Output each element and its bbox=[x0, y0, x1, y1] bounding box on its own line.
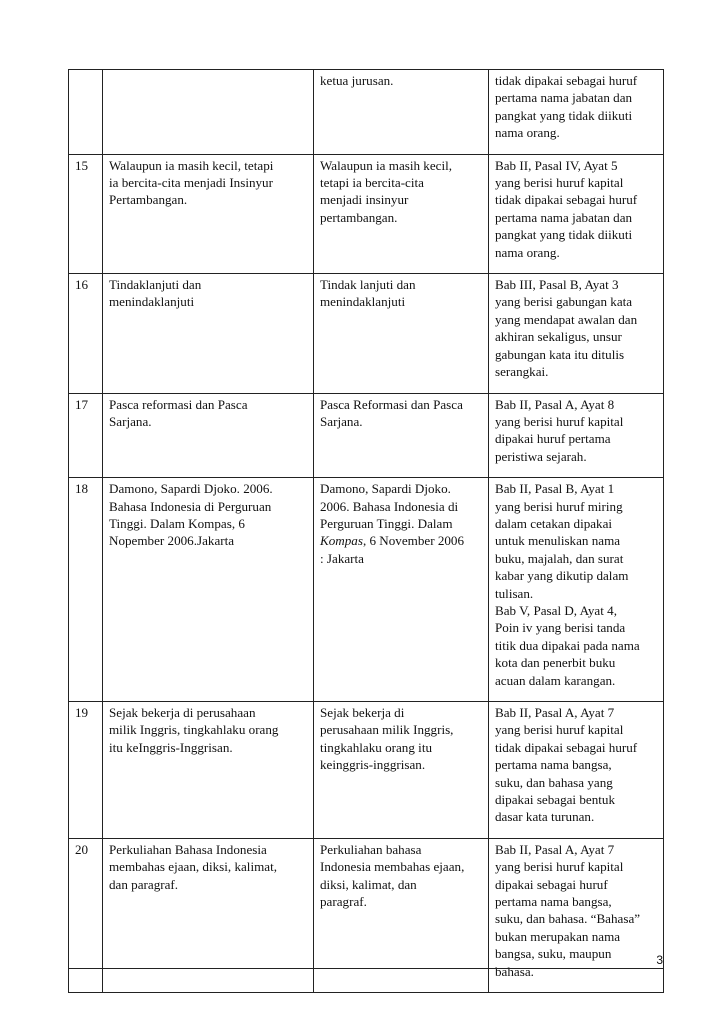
text-line: Sejak bekerja di perusahaan bbox=[109, 705, 256, 720]
text-line: Bab II, Pasal A, Ayat 7 bbox=[495, 841, 615, 857]
text-line: kabar yang dikutip dalam bbox=[495, 568, 629, 584]
text-line: acuan dalam karangan. bbox=[495, 672, 616, 688]
text-line: suku, dan bahasa yang bbox=[495, 774, 613, 790]
text-line: Walaupun ia masih kecil, tetapi bbox=[109, 157, 274, 173]
rule-explanation-cell bbox=[489, 154, 664, 273]
text-line: peristiwa sejarah. bbox=[495, 448, 587, 464]
text-line: titik dua dipakai pada nama bbox=[495, 637, 640, 653]
text-line: paragraf. bbox=[320, 894, 367, 910]
text-line: Kompas, 6 November 2006 bbox=[320, 533, 465, 549]
text-line: Bab II, Pasal IV, Ayat 5 bbox=[495, 157, 618, 173]
text-line: yang berisi huruf kapital bbox=[495, 859, 624, 875]
row-number-cell: 18 bbox=[69, 478, 103, 702]
text-line: : Jakarta bbox=[320, 550, 364, 566]
row-number-cell: 20 bbox=[69, 838, 103, 992]
text-line: Bab II, Pasal A, Ayat 8 bbox=[495, 396, 615, 412]
incorrect-text-cell bbox=[103, 393, 314, 478]
text-line: 2006. Bahasa Indonesia di bbox=[320, 498, 459, 514]
text-line: tingkahlaku orang itu bbox=[320, 739, 433, 755]
text-line: kota dan penerbit buku bbox=[495, 655, 616, 671]
text-line: Tinggi. Dalam Kompas, 6 bbox=[109, 515, 245, 531]
table-row bbox=[69, 70, 664, 155]
text-line: Sarjana. bbox=[109, 413, 152, 429]
text-line: Bab III, Pasal B, Ayat 3 bbox=[495, 277, 619, 293]
text-line: membahas ejaan, diksi, kalimat, bbox=[109, 859, 277, 875]
rule-explanation-cell bbox=[489, 393, 664, 478]
text-line: Sejak bekerja di bbox=[320, 705, 405, 720]
text-line: bangsa, suku, maupun bbox=[495, 946, 612, 962]
text-line: dan paragraf. bbox=[109, 876, 179, 892]
text-line: Perkuliahan bahasa bbox=[320, 841, 422, 857]
table-row bbox=[69, 154, 664, 273]
incorrect-text-cell bbox=[103, 154, 314, 273]
corrected-text-cell bbox=[314, 702, 489, 839]
text-line: pangkat yang tidak diikuti bbox=[495, 107, 633, 123]
incorrect-text-cell bbox=[103, 702, 314, 839]
table-row bbox=[69, 393, 664, 478]
text-line: bukan merupakan nama bbox=[495, 928, 621, 944]
text-line: pertambangan. bbox=[320, 209, 398, 225]
text-line: yang berisi huruf kapital bbox=[495, 413, 624, 429]
text-line: dipakai huruf pertama bbox=[495, 431, 611, 447]
text-line: pertama nama jabatan dan bbox=[495, 90, 633, 106]
incorrect-text-cell bbox=[103, 70, 314, 155]
rule-explanation-cell bbox=[489, 702, 664, 839]
text-line: Pasca Reformasi dan Pasca bbox=[320, 396, 463, 412]
text-line: serangkai. bbox=[495, 364, 549, 380]
page-number: 3 bbox=[656, 953, 663, 967]
text-line: tidak dipakai sebagai huruf bbox=[495, 192, 638, 208]
text-line: yang berisi huruf kapital bbox=[495, 722, 624, 738]
text-line: yang mendapat awalan dan bbox=[495, 311, 638, 327]
text-line: Tindak lanjuti dan bbox=[320, 277, 416, 293]
table-row bbox=[69, 478, 664, 702]
incorrect-text-cell bbox=[103, 838, 314, 992]
corrected-text-cell bbox=[314, 154, 489, 273]
text-line: tulisan. bbox=[495, 585, 534, 601]
text-line: dasar kata turunan. bbox=[495, 809, 595, 825]
corrected-text-cell bbox=[314, 478, 489, 702]
text-line: pertama nama jabatan dan bbox=[495, 209, 633, 225]
text-line: menjadi insinyur bbox=[320, 192, 409, 208]
corrected-text-cell bbox=[314, 274, 489, 393]
table-row bbox=[69, 274, 664, 393]
text-line: dalam cetakan dipakai bbox=[495, 515, 613, 531]
italic-title: Kompas bbox=[320, 533, 363, 549]
corrected-text-cell bbox=[314, 70, 489, 155]
rule-explanation-cell bbox=[489, 838, 664, 992]
text-line: Poin iv yang berisi tanda bbox=[495, 620, 626, 636]
text-line: bahasa. bbox=[495, 963, 534, 979]
text-line: pangkat yang tidak diikuti bbox=[495, 227, 633, 243]
text-line: gabungan kata itu ditulis bbox=[495, 346, 625, 362]
row-number-cell: 15 bbox=[69, 154, 103, 273]
text-line: yang berisi huruf miring bbox=[495, 498, 623, 514]
text-line: suku, dan bahasa. “Bahasa” bbox=[495, 911, 641, 927]
row-number-cell: 17 bbox=[69, 393, 103, 478]
rule-explanation-cell bbox=[489, 274, 664, 393]
text-line: Pertambangan. bbox=[109, 192, 188, 208]
text-line: ia bercita-cita menjadi Insinyur bbox=[109, 175, 273, 191]
text-line: Bahasa Indonesia di Perguruan bbox=[109, 498, 272, 514]
text-line: nama orang. bbox=[495, 125, 560, 141]
rule-explanation-cell bbox=[489, 70, 664, 155]
text-line: yang berisi gabungan kata bbox=[495, 294, 633, 310]
text-line: tidak dipakai sebagai huruf bbox=[495, 739, 638, 755]
corrected-text-cell bbox=[314, 393, 489, 478]
text-line: milik Inggris, tingkahlaku orang bbox=[109, 722, 279, 738]
text-line: Indonesia membahas ejaan, bbox=[320, 859, 465, 875]
text-line: menindaklanjuti bbox=[109, 294, 195, 310]
text-line: Perguruan Tinggi. Dalam bbox=[320, 515, 453, 531]
text-line: perusahaan milik Inggris, bbox=[320, 722, 454, 738]
text-line: ketua jurusan. bbox=[320, 73, 394, 88]
text-line: Bab V, Pasal D, Ayat 4, bbox=[495, 602, 617, 618]
text-line: itu keInggris-Inggrisan. bbox=[109, 739, 233, 755]
text-line: Sarjana. bbox=[320, 413, 363, 429]
text-line: diksi, kalimat, dan bbox=[320, 876, 417, 892]
text-line: buku, majalah, dan surat bbox=[495, 550, 624, 566]
table-body bbox=[69, 70, 664, 993]
table-row bbox=[69, 702, 664, 839]
text-line: dipakai sebagai bentuk bbox=[495, 792, 615, 808]
row-number-cell: 16 bbox=[69, 274, 103, 393]
row-number-cell bbox=[69, 70, 103, 155]
text-line: tetapi ia bercita-cita bbox=[320, 175, 424, 191]
text-line: Damono, Sapardi Djoko. 2006. bbox=[109, 481, 273, 497]
text-line: Walaupun ia masih kecil, bbox=[320, 157, 453, 173]
text-line: pertama nama bangsa, bbox=[495, 757, 612, 773]
text-line: keinggris-inggrisan. bbox=[320, 757, 426, 773]
correction-table bbox=[68, 69, 664, 993]
text-line: Tindaklanjuti dan bbox=[109, 277, 202, 293]
text-line: untuk menuliskan nama bbox=[495, 533, 621, 549]
incorrect-text-cell bbox=[103, 274, 314, 393]
text-line: akhiran sekaligus, unsur bbox=[495, 329, 622, 345]
text-line: Bab II, Pasal B, Ayat 1 bbox=[495, 481, 615, 497]
text-line: Damono, Sapardi Djoko. bbox=[320, 481, 451, 497]
text-line: pertama nama bangsa, bbox=[495, 894, 612, 910]
text-line: tidak dipakai sebagai huruf bbox=[495, 73, 638, 88]
footer-rule bbox=[68, 968, 663, 969]
text-line: Nopember 2006.Jakarta bbox=[109, 533, 235, 549]
table-row bbox=[69, 838, 664, 992]
text-line: Pasca reformasi dan Pasca bbox=[109, 396, 248, 412]
rule-explanation-cell bbox=[489, 478, 664, 702]
row-number-cell: 19 bbox=[69, 702, 103, 839]
incorrect-text-cell bbox=[103, 478, 314, 702]
text-line: dipakai sebagai huruf bbox=[495, 876, 608, 892]
text-line: yang berisi huruf kapital bbox=[495, 175, 624, 191]
corrected-text-cell bbox=[314, 838, 489, 992]
text-line: Perkuliahan Bahasa Indonesia bbox=[109, 841, 267, 857]
text-line: Bab II, Pasal A, Ayat 7 bbox=[495, 705, 615, 720]
text-line: menindaklanjuti bbox=[320, 294, 406, 310]
text-line: nama orang. bbox=[495, 244, 560, 260]
